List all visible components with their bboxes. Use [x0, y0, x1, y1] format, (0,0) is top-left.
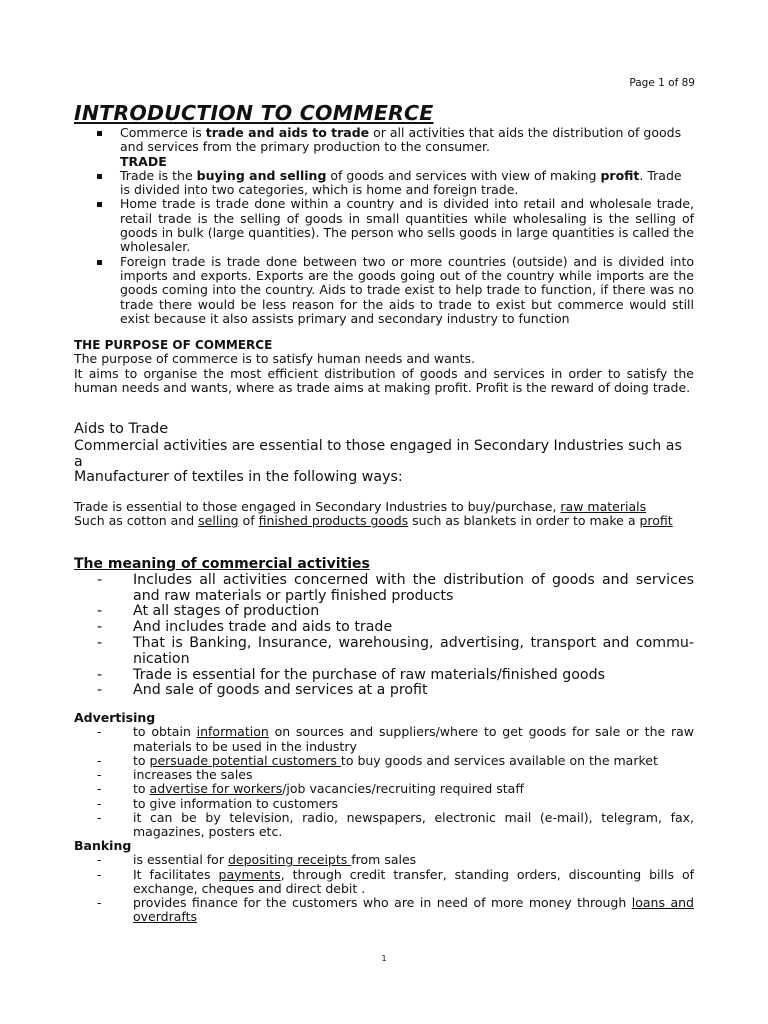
meaning-list — [74, 573, 694, 699]
trade-subheading: TRADE — [120, 153, 167, 169]
advertising-item: - it can be by television, radio, newspapers, electronic mail (e-mail), telegram, fax, magazines, posters etc. — [97, 810, 694, 840]
purpose-line: The purpose of commerce is to satisfy human needs and wants. — [74, 351, 476, 367]
intro-bullet-list — [74, 126, 694, 326]
banking-heading: Banking — [74, 838, 132, 853]
meaning-section — [74, 557, 694, 699]
intro-bullet-1: Commerce is trade and aids to trade or all activities that aids the distribution of goods and services from the primary production to the consumer. TRADE — [74, 126, 694, 169]
advertising-item: - to obtain information on sources and suppliers/where to get goods for sale or the raw materials to be used in the industry — [97, 724, 694, 754]
banking-item: - is essential for depositing receipts from sales — [97, 852, 417, 868]
purpose-paragraph: It aims to organise the most efficient distribution of goods and services in order to satisfy the human needs and wants, where as trade aims at making profit. Profit is the reward of doing trade. — [74, 365, 694, 395]
intro-bullet-3: Home trade is trade done within a country and is divided into retail and wholesale trade, retail trade is the selling of goods in small quantities while wholesaling is the selling of goods in bulk (large quantities). The person who sells goods in large quantities is called the wholesaler. — [74, 197, 694, 254]
aids-heading: Aids to Trade — [74, 421, 169, 437]
purpose-section — [74, 338, 694, 395]
advertising-heading: Advertising — [74, 710, 156, 725]
meaning-item: - Trade is essential for the purchase of raw materials/finished goods — [97, 666, 605, 683]
meaning-item: - That is Banking, Insurance, warehousing, advertising, transport and commu-nication — [97, 634, 694, 667]
advertising-item: - to persuade potential customers to buy goods and services available on the market — [97, 752, 658, 768]
document-title: INTRODUCTION TO COMMERCE — [74, 101, 434, 125]
intro-bullet-4: Foreign trade is trade done between two or more countries (outside) and is divided into imports and exports. Exports are the goods going out of the country while imports are the goods coming into the country. Aids to trade exist to help trade to function, if there was no trade there would be less reason for the aids to trade to exist but commerce would still exist because it also assists primary and secondary industry to function — [74, 255, 694, 326]
purpose-heading: THE PURPOSE OF COMMERCE — [74, 338, 273, 352]
aids-paragraph-1: Commercial activities are essential to those engaged in Secondary Industries such as a — [74, 437, 682, 470]
page-counter: Page 1 of 89 — [629, 77, 695, 89]
footer-page-number: 1 — [381, 954, 387, 963]
trade-essential-paragraph: Trade is essential to those engaged in Secondary Industries to buy/purchase, raw materials Such as cotton and selling of finished products goods such as blankets in order to make a profit — [74, 499, 673, 529]
meaning-heading: The meaning of commercial activities — [74, 556, 370, 572]
meaning-item: - At all stages of production — [97, 603, 320, 620]
advertising-list — [74, 725, 694, 839]
intro-section — [74, 126, 694, 326]
advertising-item: - increases the sales — [97, 767, 253, 783]
aids-paragraph-2: Manufacturer of textiles in the following ways: — [74, 469, 403, 486]
advertising-section — [74, 711, 694, 840]
advertising-item: - to give information to customers — [97, 795, 339, 811]
banking-section — [74, 839, 694, 925]
banking-item: - provides finance for the customers who are in need of more money through loans and overdrafts — [97, 895, 694, 925]
banking-list — [74, 853, 694, 924]
intro-bullet-2: Trade is the buying and selling of goods and services with view of making profit. Trade is divided into two categories, which is home and foreign trade. — [74, 169, 694, 198]
meaning-item: - And includes trade and aids to trade — [97, 619, 393, 636]
aids-section — [74, 422, 694, 486]
meaning-item: - And sale of goods and services at a profit — [97, 682, 428, 699]
meaning-item: - Includes all activities concerned with the distribution of goods and services and raw materials or partly finished products — [97, 571, 694, 604]
advertising-item: - to advertise for workers/job vacancies/recruiting required staff — [97, 781, 524, 797]
banking-item: - It facilitates payments, through credit transfer, standing orders, discounting bills of exchange, cheques and direct debit . — [97, 866, 694, 896]
